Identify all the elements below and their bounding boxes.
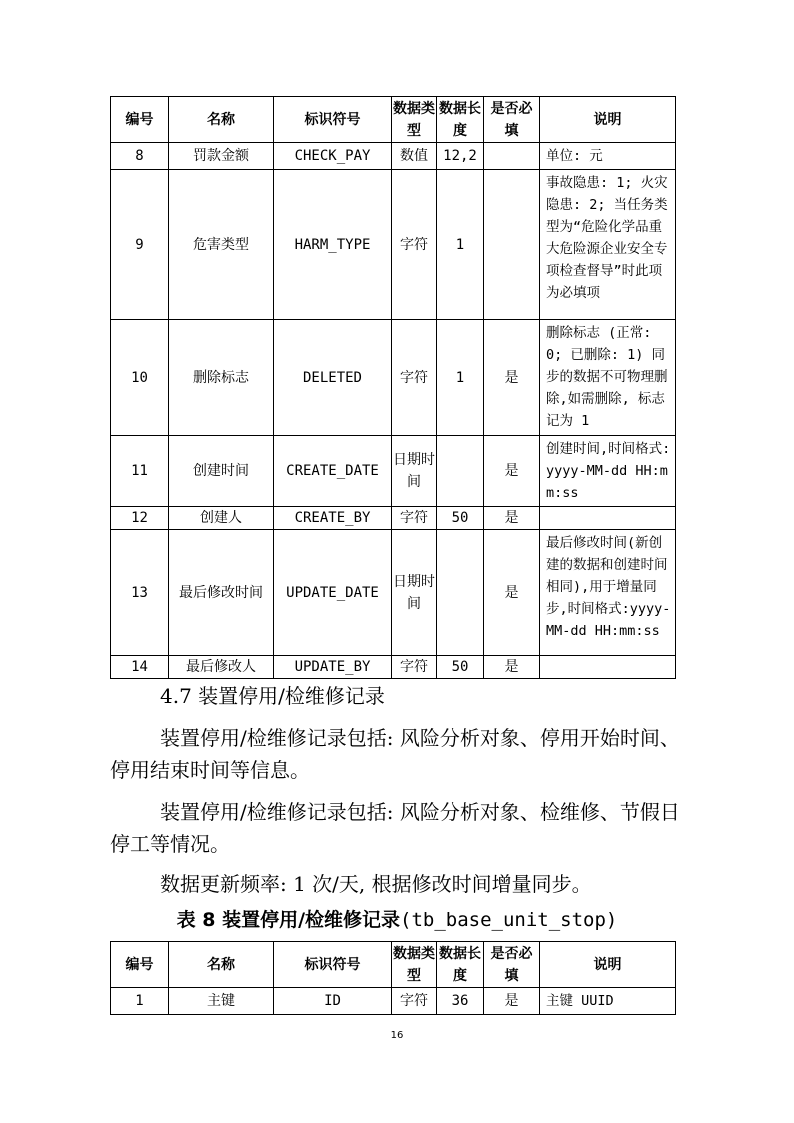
header-required: 是否必填 [484,97,540,143]
cell-description: 事故隐患: 1; 火灾隐患: 2; 当任务类型为“危险化学品重大危险源企业安全专项检查督导”时此项为必填项 [540,170,676,320]
cell-no: 10 [111,320,169,436]
cell-data-length: 50 [437,507,484,530]
cell-name: 最后修改时间 [169,530,274,656]
cell-data-length: 1 [437,320,484,436]
cell-identifier: CREATE_BY [274,507,392,530]
cell-description: 创建时间,时间格式: yyyy-MM-dd HH:mm:ss [540,436,676,507]
table-header-row [111,942,676,988]
table-header-row [111,97,676,143]
cell-data-type: 字符 [392,507,437,530]
cell-description [540,656,676,679]
cell-name: 最后修改人 [169,656,274,679]
cell-identifier: CHECK_PAY [274,143,392,170]
cell-data-length: 12,2 [437,143,484,170]
cell-identifier: UPDATE_BY [274,656,392,679]
table-caption [0,905,794,935]
table-row [111,170,676,320]
header-no: 编号 [111,97,169,143]
cell-name: 创建人 [169,507,274,530]
header-name: 名称 [169,97,274,143]
table-row [111,656,676,679]
paragraph-1: 装置停用/检维修记录包括: 风险分析对象、停用开始时间、停用结束时间等信息。 [110,726,680,782]
header-description: 说明 [540,97,676,143]
table-caption-code: (tb_base_unit_stop) [400,909,618,931]
cell-no: 13 [111,530,169,656]
cell-description: 最后修改时间(新创建的数据和创建时间相同),用于增量同步,时间格式:yyyy-MM-dd HH:mm:ss [540,530,676,656]
cell-identifier: UPDATE_DATE [274,530,392,656]
cell-identifier: DELETED [274,320,392,436]
cell-required: 是 [484,320,540,436]
cell-data-length: 36 [437,988,484,1015]
cell-name: 主键 [169,988,274,1015]
cell-description: 删除标志 (正常: 0; 已删除: 1) 同步的数据不可物理删除,如需删除, 标志记为 1 [540,320,676,436]
header-identifier: 标识符号 [274,97,392,143]
cell-no: 11 [111,436,169,507]
cell-name: 危害类型 [169,170,274,320]
table-row [111,988,676,1015]
paragraph-2: 装置停用/检维修记录包括: 风险分析对象、检维修、节假日停工等情况。 [110,800,680,856]
cell-no: 1 [111,988,169,1015]
cell-data-type: 字符 [392,656,437,679]
cell-no: 9 [111,170,169,320]
cell-name: 创建时间 [169,436,274,507]
header-identifier: 标识符号 [274,942,392,988]
table-row [111,507,676,530]
cell-required: 是 [484,988,540,1015]
cell-data-length [437,530,484,656]
cell-required: 是 [484,656,540,679]
cell-no: 8 [111,143,169,170]
paragraph-3: 数据更新频率: 1 次/天, 根据修改时间增量同步。 [160,872,592,896]
cell-data-type: 日期时间 [392,530,437,656]
cell-description: 单位: 元 [540,143,676,170]
header-data-length: 数据长度 [437,942,484,988]
header-description: 说明 [540,942,676,988]
cell-required: 是 [484,507,540,530]
cell-name: 罚款金额 [169,143,274,170]
header-data-length: 数据长度 [437,97,484,143]
cell-required: 是 [484,530,540,656]
header-name: 名称 [169,942,274,988]
cell-required: 是 [484,436,540,507]
cell-name: 删除标志 [169,320,274,436]
field-table-continued [110,96,676,679]
cell-data-type: 字符 [392,988,437,1015]
header-no: 编号 [111,942,169,988]
table-row [111,320,676,436]
section-heading: 4.7 装置停用/检维修记录 [160,684,385,708]
cell-no: 12 [111,507,169,530]
cell-required [484,170,540,320]
cell-data-length: 50 [437,656,484,679]
cell-data-length [437,436,484,507]
unit-stop-table [110,941,676,1015]
cell-identifier: HARM_TYPE [274,170,392,320]
header-required: 是否必填 [484,942,540,988]
cell-description: 主键 UUID [540,988,676,1015]
cell-data-type: 字符 [392,320,437,436]
cell-identifier: CREATE_DATE [274,436,392,507]
cell-data-length: 1 [437,170,484,320]
header-data-type: 数据类型 [392,97,437,143]
cell-data-type: 字符 [392,170,437,320]
table-row [111,436,676,507]
cell-required [484,143,540,170]
cell-data-type: 日期时间 [392,436,437,507]
cell-data-type: 数值 [392,143,437,170]
page-number: 16 [390,1030,404,1041]
table-row [111,143,676,170]
cell-identifier: ID [274,988,392,1015]
cell-no: 14 [111,656,169,679]
table-caption-label: 表 8 装置停用/检维修记录 [176,909,401,931]
header-data-type: 数据类型 [392,942,437,988]
cell-description [540,507,676,530]
table-row [111,530,676,656]
